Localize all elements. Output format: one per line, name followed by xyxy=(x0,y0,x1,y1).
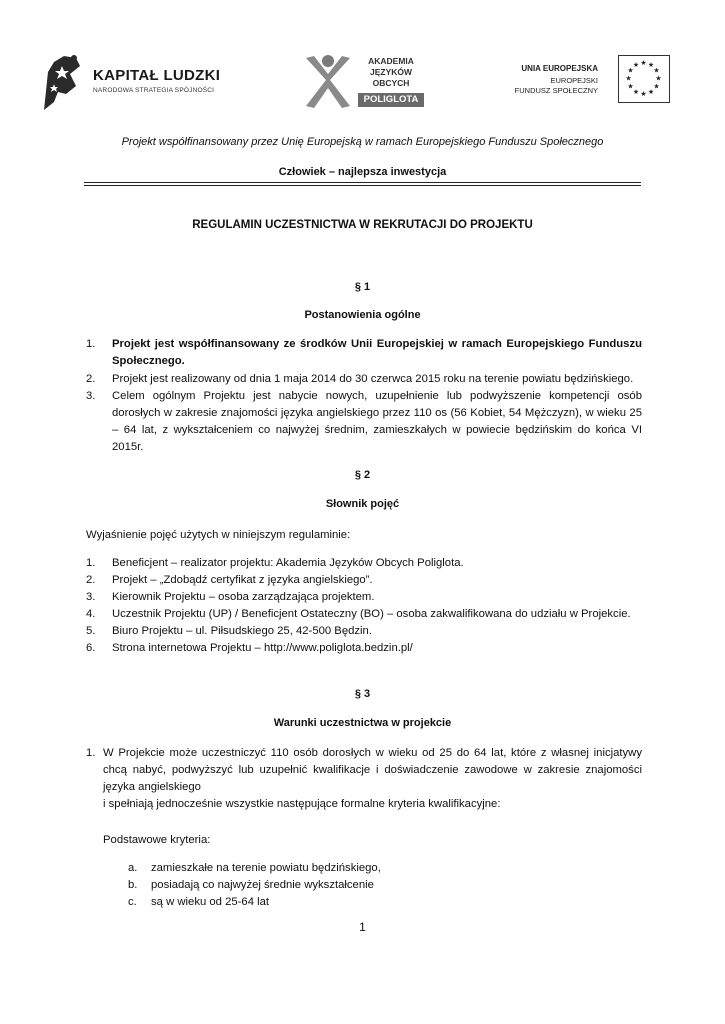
svg-text:★: ★ xyxy=(627,66,634,75)
item-text: Biuro Projektu – ul. Piłsudskiego 25, 42-500 Będzin. xyxy=(112,625,372,637)
eu-logo xyxy=(500,55,670,105)
criteria-item xyxy=(128,894,269,911)
item-number: 1. xyxy=(86,338,96,350)
kapital-ludzki-title: KAPITAŁ LUDZKI xyxy=(93,67,221,84)
list-item xyxy=(86,640,642,657)
list-item xyxy=(86,336,642,370)
svg-text:★: ★ xyxy=(632,88,640,96)
list-item xyxy=(86,589,642,606)
item-number: 3. xyxy=(86,390,96,402)
section-3-number: § 3 xyxy=(354,688,371,700)
list-item xyxy=(86,745,642,796)
list-item xyxy=(86,623,642,640)
item-number: 3. xyxy=(86,591,96,603)
section-1-number: § 1 xyxy=(354,281,371,293)
criteria-text: są w wieku od 25-64 lat xyxy=(151,896,270,908)
criteria-item xyxy=(128,860,381,877)
document-title: REGULAMIN UCZESTNICTWA W REKRUTACJI DO PROJEKTU xyxy=(192,219,533,231)
item-text: Uczestnik Projektu (UP) / Beneficjent Ostateczny (BO) – osoba zakwalifikowana do udziału w Projekcie. xyxy=(112,608,631,620)
list-item xyxy=(86,371,642,388)
item-continuation: i spełniają jednocześnie wszystkie następujące formalne kryteria kwalifikacyjne: xyxy=(103,798,501,810)
list-item xyxy=(86,555,642,572)
kapital-ludzki-emblem-icon xyxy=(40,52,86,110)
eu-stars-icon xyxy=(619,56,668,101)
kapital-ludzki-logo xyxy=(40,52,240,110)
eu-line1: UNIA EUROPEJSKA xyxy=(521,64,598,73)
svg-text:★: ★ xyxy=(655,74,662,83)
item-number: 2. xyxy=(86,574,96,586)
item-text: Projekt jest współfinansowany ze środków Unii Europejskiej w ramach Europejskiego Funduszu Społecznego. xyxy=(112,338,642,367)
item-text: Projekt jest realizowany od dnia 1 maja 2014 do 30 czerwca 2015 roku na terenie powiatu będzińskiego. xyxy=(112,373,634,385)
criteria-letter: b. xyxy=(128,879,138,891)
akademia-line1: AKADEMIA xyxy=(368,56,414,66)
section-3-title: Warunki uczestnictwa w projekcie xyxy=(273,717,452,729)
item-text: Kierownik Projektu – osoba zarządzająca projektem. xyxy=(112,591,375,603)
divider xyxy=(84,185,641,186)
eu-flag xyxy=(618,55,670,103)
criteria-letter: a. xyxy=(128,862,138,874)
eu-line3: FUNDUSZ SPOŁECZNY xyxy=(514,86,598,95)
eu-line2: EUROPEJSKI xyxy=(550,76,598,85)
item-number: 5. xyxy=(86,625,96,637)
item-text: Strona internetowa Projektu – http://www.poliglota.bedzin.pl/ xyxy=(112,642,413,654)
akademia-poliglota-logo xyxy=(300,52,440,112)
svg-text:★: ★ xyxy=(647,61,655,69)
list-item xyxy=(86,606,642,623)
item-number: 6. xyxy=(86,642,96,654)
item-number: 1. xyxy=(86,747,96,759)
poliglota-brand: POLIGLOTA xyxy=(358,93,424,107)
section-2-intro: Wyjaśnienie pojęć użytych w niniejszym regulaminie: xyxy=(86,529,351,541)
list-item xyxy=(86,388,642,456)
criteria-text: posiadają co najwyżej średnie wykształcenie xyxy=(151,879,374,891)
svg-text:★: ★ xyxy=(625,74,632,83)
item-text: Celem ogólnym Projektu jest nabycie nowych, uzupełnienie lub podwyższenie kompetencji osób dorosłych w zakresie znajomości języka angielskiego przez 110 os (56 Kobiet, 54 Mężczyzn), w wieku 25 – 64 lat, z wykształceniem co najwyżej średnim, zamieszkałych w powiecie będzińskim do końca VI 2015r. xyxy=(112,390,642,453)
akademia-line2: JĘZYKÓW xyxy=(369,67,413,77)
svg-text:★: ★ xyxy=(653,82,660,91)
item-number: 1. xyxy=(86,557,96,569)
akademia-line3: OBCYCH xyxy=(372,78,410,88)
section-1-title: Postanowienia ogólne xyxy=(304,309,421,321)
kapital-ludzki-subtitle: NARODOWA STRATEGIA SPÓJNOŚCI xyxy=(93,87,215,94)
criteria-text: zamieszkałe na terenie powiatu będzińskiego, xyxy=(151,862,381,874)
svg-text:★: ★ xyxy=(627,82,634,91)
svg-text:★: ★ xyxy=(653,66,660,75)
svg-text:★: ★ xyxy=(640,90,647,98)
divider xyxy=(84,182,641,183)
item-number: 2. xyxy=(86,373,96,385)
criteria-letter: c. xyxy=(128,896,137,908)
figure-x-icon xyxy=(300,52,356,110)
list-item xyxy=(86,572,642,589)
item-text: W Projekcie może uczestniczyć 110 osób dorosłych w wieku od 25 do 64 lat, które z własnej inicjatywy chcą nabyć, podwyższyć lub uzupełnić kwalifikacje i doświadczenie zawodowe w zakresie znajomości języka angielskiego xyxy=(103,747,642,793)
svg-text:★: ★ xyxy=(647,88,655,96)
criteria-item xyxy=(128,877,374,894)
section-2-number: § 2 xyxy=(354,469,371,481)
svg-text:★: ★ xyxy=(632,61,640,69)
motto: Człowiek – najlepsza inwestycja xyxy=(278,166,447,178)
section-2-title: Słownik pojęć xyxy=(325,498,400,510)
item-text: Beneficjent – realizator projektu: Akademia Języków Obcych Poliglota. xyxy=(112,557,464,569)
cofinanced-note: Projekt współfinansowany przez Unię Europejską w ramach Europejskiego Funduszu Społecznego xyxy=(121,136,604,148)
item-number: 4. xyxy=(86,608,96,620)
svg-text:★: ★ xyxy=(640,59,647,67)
criteria-label: Podstawowe kryteria: xyxy=(103,834,211,846)
item-text: Projekt – „Zdobądź certyfikat z języka angielskiego”. xyxy=(112,574,373,586)
page-number: 1 xyxy=(359,920,366,934)
